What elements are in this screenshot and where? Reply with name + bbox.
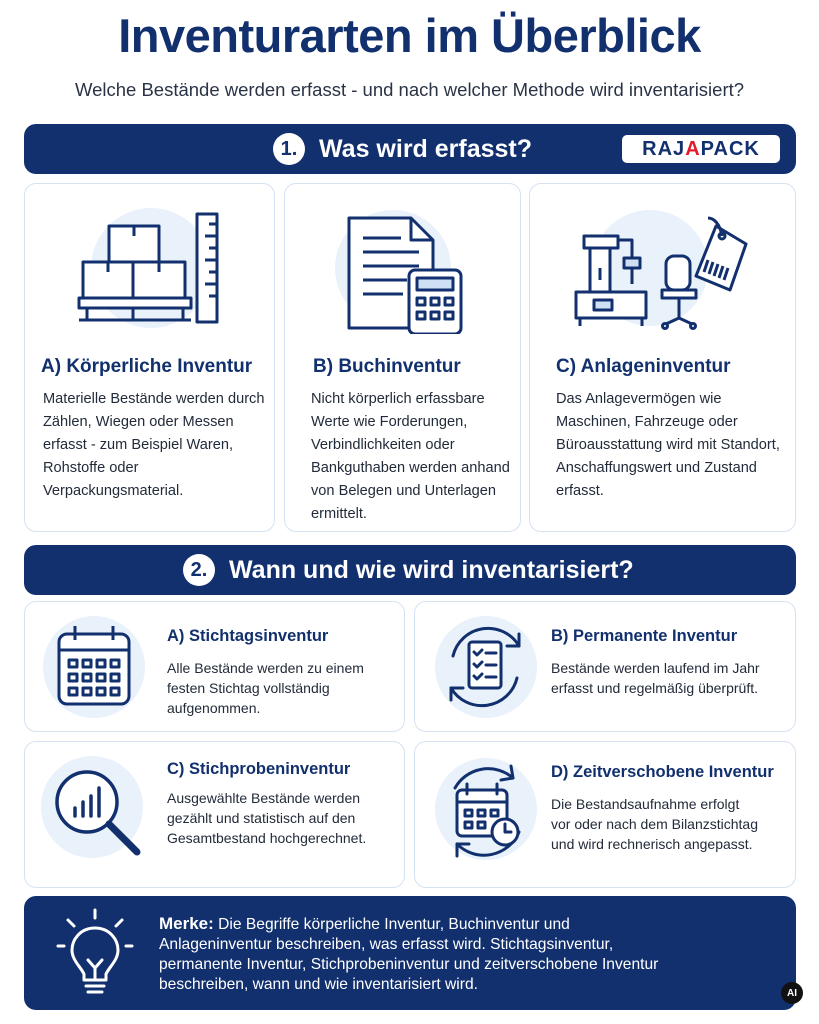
- card-text: Alle Bestände werden zu einem festen Stichtag vollständig aufgenommen.: [167, 660, 364, 716]
- calendar-icon: [53, 620, 135, 712]
- merke-body: Die Begriffe körperliche Inventur, Buchinventur und Anlageninventur beschreiben, was erfasst wird. Stichtagsinventur, permanente Inventur, Stichprobeninventur und zeitverschobene Inventur beschreiben, wann und wie inventarisiert wird.: [159, 916, 659, 993]
- card-heading: D) Zeitverschobene Inventur: [551, 763, 774, 781]
- page-title: Inventurarten im Überblick: [118, 9, 701, 62]
- card-stichtagsinventur: [24, 601, 405, 732]
- card-koerperliche-inventur: [24, 183, 275, 532]
- card-heading: B) Permanente Inventur: [551, 627, 738, 645]
- card-text: Das Anlagevermögen wie Maschinen, Fahrzeuge oder Büroausstattung wird mit Standort, Anschaffungswert und Zustand erfasst.: [556, 391, 780, 499]
- card-heading: B) Buchinventur: [313, 356, 461, 377]
- card-heading: C) Anlageninventur: [556, 356, 731, 377]
- card-zeitverschobene-inventur: [414, 741, 796, 888]
- card-text: Ausgewählte Bestände werden gezählt und statistisch auf den Gesamtbestand hochgerechnet.: [167, 790, 367, 846]
- card-heading: A) Stichtagsinventur: [167, 627, 329, 645]
- merke-text: [159, 914, 679, 995]
- machine-chair-tag-icon: [566, 206, 756, 336]
- page-subtitle: Welche Bestände werden erfasst - und nach welcher Methode wird inventarisiert?: [74, 79, 745, 100]
- merke-label: Merke:: [159, 914, 214, 933]
- card-buchinventur: [284, 183, 521, 532]
- card-heading: A) Körperliche Inventur: [41, 356, 253, 377]
- card-text: Bestände werden laufend im Jahr erfasst und regelmäßig überprüft.: [551, 660, 760, 696]
- card-heading: C) Stichprobeninventur: [167, 760, 351, 778]
- section1-title: Was wird erfasst?: [319, 134, 533, 163]
- ai-badge: AI: [781, 982, 803, 1004]
- boxes-pallet-icon: [73, 200, 233, 330]
- section2-title: Wann und wie wird inventarisiert?: [229, 555, 634, 584]
- card-stichprobeninventur: [24, 741, 405, 888]
- merke-box: [24, 896, 796, 1010]
- card-text: Die Bestandsaufnahme erfolgt vor oder nach dem Bilanzstichtag und wird rechnerisch angepasst.: [551, 796, 758, 852]
- section1-banner: [24, 124, 796, 174]
- section1-number: 1.: [273, 133, 305, 165]
- lightbulb-icon: [54, 906, 136, 1002]
- magnifier-chart-icon: [47, 758, 147, 858]
- card-permanente-inventur: [414, 601, 796, 732]
- card-text: Materielle Bestände werden durch Zählen, Wiegen oder Messen erfasst - zum Beispiel Waren, Rohstoffe oder Verpackungsmaterial.: [43, 391, 265, 499]
- calendar-clock-icon: [433, 758, 537, 862]
- section2-number: 2.: [183, 554, 215, 586]
- section2-banner: [24, 545, 796, 595]
- document-calculator-icon: [323, 204, 473, 334]
- rajapack-logo: RAJ A PACK: [622, 135, 780, 163]
- card-anlageninventur: [529, 183, 796, 532]
- card-text: Nicht körperlich erfassbare Werte wie Forderungen, Verbindlichkeiten oder Bankguthaben werden anhand von Belegen und Unterlagen ermittelt.: [311, 391, 510, 522]
- cycle-checklist-icon: [433, 616, 537, 718]
